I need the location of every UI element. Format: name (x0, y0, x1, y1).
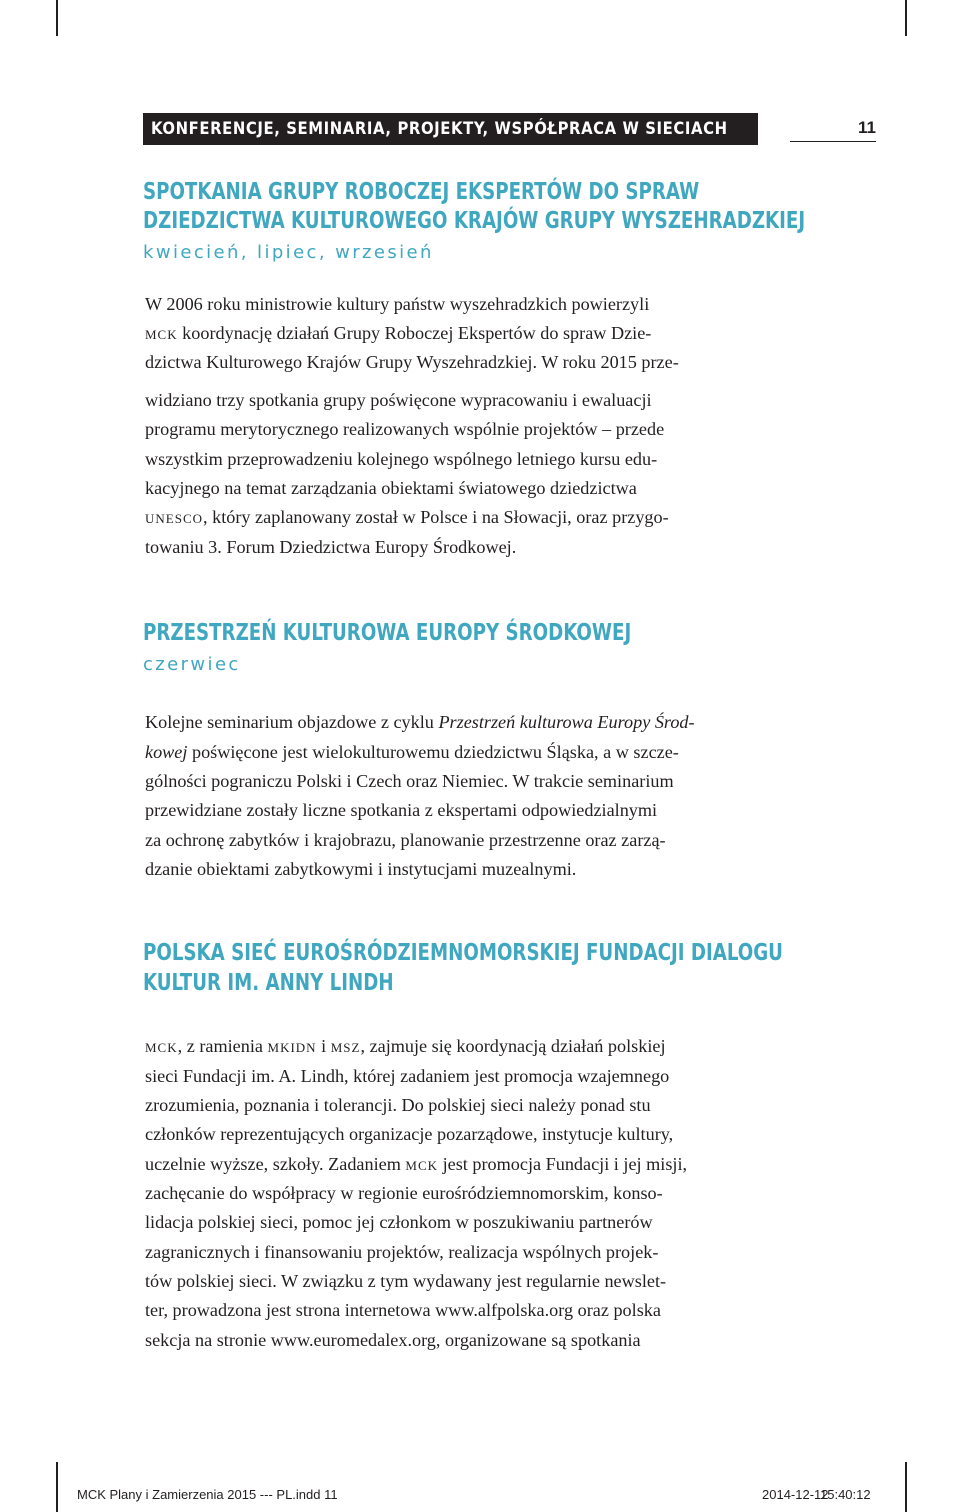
section-1-line-8: unesco, który zaplanowany został w Polsce i na Słowacji, oraz przygo- (145, 507, 669, 527)
section-3-line-1: mck, z ramienia mkidn i msz, zajmuje się koordynacją działań polskiej (145, 1036, 666, 1056)
section-1-line-7: kacyjnego na temat zarządzania obiektami światowego dziedzictwa (145, 478, 637, 498)
section-3-line-4: członków reprezentujących organizacje pozarządowe, instytucje kultury, (145, 1124, 674, 1144)
section-2-dates: czerwiec (143, 654, 241, 675)
section-2-line-6: dzanie obiektami zabytkowymi i instytucjami muzealnymi. (145, 859, 577, 879)
section-1-dates: kwiecień, lipiec, wrzesień (143, 242, 434, 263)
section-3-line-10: ter, prowadzona jest strona internetowa www.alfpolska.org oraz polska (145, 1300, 661, 1320)
section-3-line-5: uczelnie wyższe, szkoły. Zadaniem mck jest promocja Fundacji i jej misji, (145, 1154, 688, 1174)
section-3-line-8: zagranicznych i finansowaniu projektów, realizacja wspólnych projek- (145, 1242, 659, 1262)
section-3-line-2: sieci Fundacji im. A. Lindh, której zadaniem jest promocja wzajemnego (145, 1066, 670, 1086)
section-2-line-5: za ochronę zabytków i krajobrazu, planowanie przestrzenne oraz zarzą- (145, 830, 666, 850)
section-3-line-3: zrozumienia, poznania i tolerancji. Do polskiej sieci należy ponad stu (145, 1095, 651, 1115)
section-3-line-11: sekcja na stronie www.euromedalex.org, organizowane są spotkania (145, 1330, 641, 1350)
section-1-title-line-2: DZIEDZICTWA KULTUROWEGO KRAJÓW GRUPY WYSZEHRADZKIEJ (143, 208, 806, 234)
footer-date: 2014-12-12 (762, 1487, 829, 1502)
section-1-line-6: wszystkim przeprowadzeniu kolejnego wspólnego letniego kursu edu- (145, 449, 658, 469)
abbr-mck: mck (145, 323, 178, 343)
section-1-line-9: towaniu 3. Forum Dziedzictwa Europy Środkowej. (145, 537, 517, 557)
section-2-line-1: Kolejne seminarium objazdowe z cyklu Przestrzeń kulturowa Europy Środ- (145, 712, 695, 732)
section-header-text: KONFERENCJE, SEMINARIA, PROJEKTY, WSPÓŁPRACA W SIECIACH (151, 119, 728, 138)
footer-time: 15:40:12 (820, 1487, 871, 1502)
section-3-line-9: tów polskiej sieci. W związku z tym wydawany jest regularnie newslet- (145, 1271, 667, 1291)
section-1-line-3: dzictwa Kulturowego Krajów Grupy Wyszehradzkiej. W roku 2015 prze- (145, 352, 679, 372)
crop-mark-bottom-left (56, 1462, 58, 1512)
abbr-unesco: unesco (145, 507, 204, 527)
section-1-line-1: W 2006 roku ministrowie kultury państw wyszehradzkich powierzyli (145, 294, 650, 314)
crop-mark-bottom-right (905, 1462, 907, 1512)
section-1-line-2: mck koordynację działań Grupy Roboczej Ekspertów do spraw Dzie- (145, 323, 652, 343)
section-1-line-5: programu merytorycznego realizowanych wspólnie projektów – przede (145, 419, 665, 439)
section-2-title: PRZESTRZEŃ KULTUROWA EUROPY ŚRODKOWEJ (143, 620, 632, 646)
page-number: 11 (790, 113, 876, 142)
section-2-line-2: kowej poświęcone jest wielokulturowemu dziedzictwu Śląska, a w szcze- (145, 742, 679, 762)
section-3-title-line-2: KULTUR IM. ANNY LINDH (143, 970, 394, 996)
section-header-band (143, 113, 758, 145)
section-1-title-line-1: SPOTKANIA GRUPY ROBOCZEJ EKSPERTÓW DO SPRAW (143, 179, 700, 205)
section-3-title-line-1: POLSKA SIEĆ EUROŚRÓDZIEMNOMORSKIEJ FUNDACJI DIALOGU (143, 940, 783, 966)
section-1-line-4: widziano trzy spotkania grupy poświęcone wypracowaniu i ewaluacji (145, 390, 652, 410)
section-3-line-7: lidacja polskiej sieci, pomoc jej członkom w poszukiwaniu partnerów (145, 1212, 653, 1232)
footer-file-name: MCK Plany i Zamierzenia 2015 --- PL.indd 11 (77, 1487, 338, 1502)
crop-mark-top-right (905, 0, 907, 36)
crop-mark-top-left (56, 0, 58, 36)
section-2-line-4: przewidziane zostały liczne spotkania z ekspertami odpowiedzialnymi (145, 800, 658, 820)
section-2-line-3: gólności pograniczu Polski i Czech oraz Niemiec. W trakcie seminarium (145, 771, 674, 791)
section-3-line-6: zachęcanie do współpracy w regionie eurośródziemnomorskim, konso- (145, 1183, 663, 1203)
